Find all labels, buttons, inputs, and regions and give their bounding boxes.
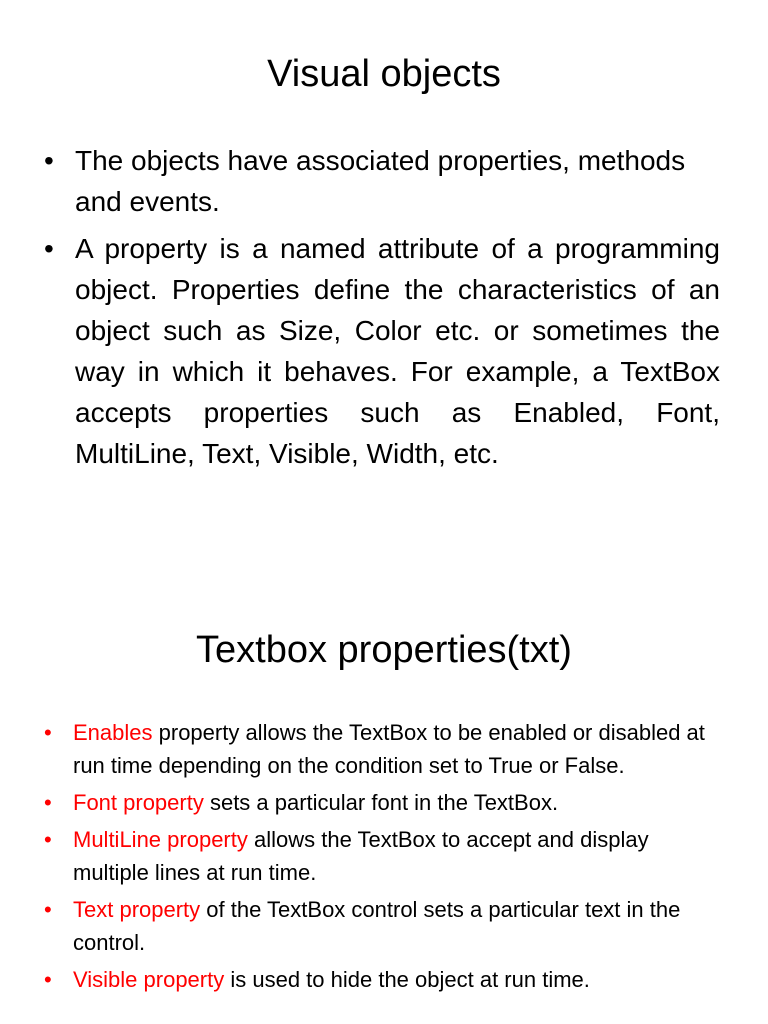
bullet-marker: • (44, 145, 54, 176)
bullet-text: A property is a named attribute of a programming object. Properties define the characteristics of an object such as Size, Color etc. or sometimes the way in which it behaves. For example, a TextBox accepts properties such as Enabled, Font, MultiLine, Text, Visible, Width, etc. (75, 233, 720, 469)
property-item (44, 716, 730, 782)
bullet-marker: • (44, 897, 52, 922)
property-term: Text property (73, 897, 201, 922)
bullet-item (44, 228, 720, 474)
property-term: MultiLine property (73, 827, 248, 852)
bullet-marker: • (44, 720, 52, 745)
property-item (44, 963, 730, 996)
property-list (44, 716, 730, 1000)
slide-title: Visual objects (267, 53, 501, 95)
bullet-text: The objects have associated properties, methods and events. (75, 145, 686, 217)
bullet-marker: • (44, 233, 54, 264)
property-term: Font property (73, 790, 204, 815)
property-description: sets a particular font in the TextBox. (203, 790, 559, 815)
bullet-list (44, 140, 720, 480)
bullet-marker: • (44, 827, 52, 852)
property-description: property allows the TextBox to be enabled or disabled at run time depending on the condition set to True or False. (73, 720, 705, 778)
property-item (44, 786, 730, 819)
slide-title: Textbox properties(txt) (196, 629, 572, 671)
slide-textbox-properties (0, 600, 768, 1024)
property-item (44, 823, 730, 889)
property-term: Enables (73, 720, 153, 745)
property-item (44, 893, 730, 959)
property-description: is used to hide the object at run time. (224, 967, 590, 992)
property-description: allows the TextBox to accept and display multiple lines at run time. (73, 827, 649, 885)
bullet-marker: • (44, 790, 52, 815)
bullet-item (44, 140, 720, 222)
property-description: of the TextBox control sets a particular text in the control. (73, 897, 681, 955)
bullet-marker: • (44, 967, 52, 992)
property-term: Visible property (73, 967, 225, 992)
